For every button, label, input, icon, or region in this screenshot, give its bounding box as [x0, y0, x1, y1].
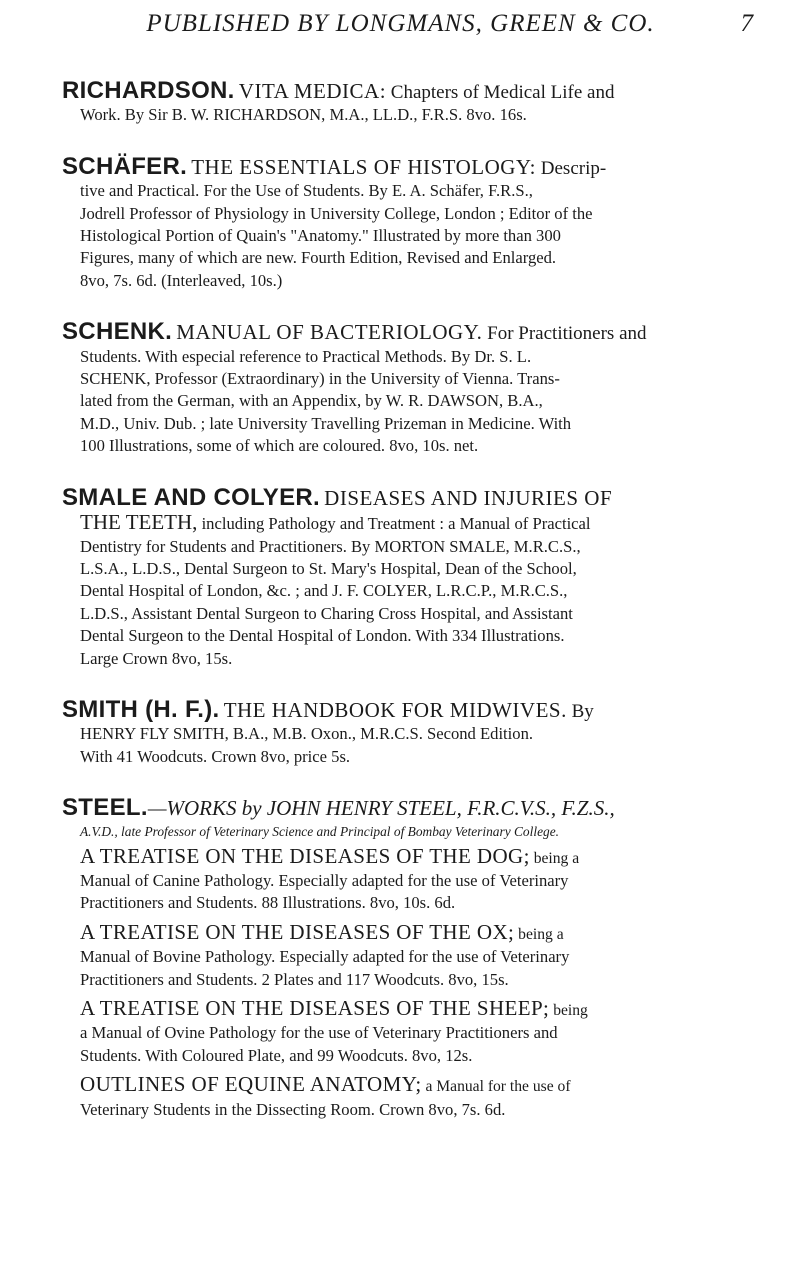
entry-line: 8vo, 7s. 6d. (Interleaved, 10s.): [80, 270, 283, 290]
entry-title: MANUAL OF BACTERIOLOGY.: [176, 320, 483, 345]
entry-author: SCHENK.: [62, 318, 173, 346]
entry-line: Figures, many of which are new. Fourth Edition, Revised and Enlarged.: [80, 248, 557, 268]
entry-author: STEEL.: [62, 794, 148, 822]
catalogue-entry: [62, 152, 738, 292]
work-title: A TREATISE ON THE DISEASES OF THE SHEEP;: [80, 996, 550, 1020]
steel-work: [62, 845, 738, 915]
work-line: Practitioners and Students. 2 Plates and 117 Woodcuts. 8vo, 15s.: [80, 969, 509, 989]
catalogue-entries: [62, 77, 738, 1121]
steel-work: [62, 997, 738, 1067]
work-line: Practitioners and Students. 88 Illustrations. 8vo, 10s. 6d.: [80, 893, 456, 913]
work-line: a Manual of Ovine Pathology for the use of Veterinary Practitioners and: [80, 1023, 558, 1043]
entry-line: Dentistry for Students and Practitioners. By MORTON SMALE, M.R.C.S.,: [80, 536, 581, 556]
work-title-rest: being a: [514, 925, 564, 943]
entry-line: HENRY FLY SMITH, B.A., M.B. Oxon., M.R.C.S. Second Edition.: [80, 724, 534, 744]
entry-title: THE HANDBOOK FOR MIDWIVES.: [223, 697, 567, 722]
work-title: OUTLINES OF EQUINE ANATOMY;: [80, 1072, 422, 1097]
entry-line: Students. With especial reference to Practical Methods. By Dr. S. L.: [80, 346, 532, 366]
entry-line: Large Crown 8vo, 15s.: [80, 648, 233, 668]
entry-line: SCHENK, Professor (Extraordinary) in the University of Vienna. Trans-: [80, 369, 560, 389]
work-line: Manual of Canine Pathology. Especially adapted for the use of Veterinary: [80, 870, 569, 890]
steel-work: [62, 921, 738, 991]
entry-author: SCHÄFER.: [62, 152, 188, 180]
entry-line: Dental Hospital of London, &c. ; and J. F. COLYER, L.R.C.P., M.R.C.S.,: [80, 581, 568, 601]
catalogue-entry: [62, 77, 738, 127]
steel-heading: —WORKS by JOHN HENRY STEEL, F.R.C.V.S., F.Z.S.,: [147, 796, 615, 821]
entry-line: Jodrell Professor of Physiology in University College, London ; Editor of the: [80, 203, 593, 223]
work-title: A TREATISE ON THE DISEASES OF THE OX;: [80, 919, 515, 944]
entry-line: M.D., Univ. Dub. ; late University Travelling Prizeman in Medicine. With: [80, 413, 572, 433]
entry-line: including Pathology and Treatment : a Manual of Practical: [197, 514, 591, 534]
catalogue-entry: [62, 695, 738, 768]
entry-title-continued: THE TEETH,: [80, 510, 198, 535]
entry-line: Dental Surgeon to the Dental Hospital of London. With 334 Illustrations.: [80, 626, 565, 646]
entry-line: Histological Portion of Quain's "Anatomy." Illustrated by more than 300: [80, 226, 561, 246]
work-line: Veterinary Students in the Dissecting Room. Crown 8vo, 7s. 6d.: [80, 1099, 506, 1119]
entry-line: With 41 Woodcuts. Crown 8vo, price 5s.: [80, 746, 351, 766]
running-head: [0, 10, 801, 52]
entry-line: 100 Illustrations, some of which are coloured. 8vo, 10s. net.: [80, 436, 479, 456]
work-title: A TREATISE ON THE DISEASES OF THE DOG;: [80, 843, 530, 868]
entry-author: SMITH (H. F.).: [62, 695, 220, 723]
catalogue-entry-steel: [62, 794, 738, 1121]
running-title: PUBLISHED BY LONGMANS, GREEN & CO.: [146, 10, 655, 37]
catalogue-entry: [62, 318, 738, 457]
entry-line: tive and Practical. For the Use of Students. By E. A. Schäfer, F.R.S.,: [80, 181, 533, 201]
work-title-rest: a Manual for the use of: [421, 1078, 571, 1096]
catalogue-entry: [62, 483, 738, 670]
work-line: Manual of Bovine Pathology. Especially adapted for the use of Veterinary: [80, 947, 570, 967]
entry-author: SMALE AND COLYER.: [62, 483, 321, 511]
steel-work: [62, 1073, 738, 1121]
entry-title-rest: By: [566, 700, 594, 722]
entry-title-rest: Descrip-: [536, 157, 607, 179]
entry-line: lated from the German, with an Appendix, by W. R. DAWSON, B.A.,: [80, 391, 543, 411]
entry-author: RICHARDSON.: [62, 77, 235, 104]
entry-line: Work. By Sir B. W. RICHARDSON, M.A., LL.D., F.R.S. 8vo. 16s.: [80, 105, 527, 125]
work-title-rest: being a: [529, 849, 580, 867]
entry-title: THE ESSENTIALS OF HISTOLOGY:: [191, 154, 537, 179]
entry-line: L.D.S., Assistant Dental Surgeon to Charing Cross Hospital, and Assistant: [80, 603, 573, 623]
work-title-rest: being: [549, 1002, 588, 1019]
entry-title: DISEASES AND INJURIES OF: [324, 485, 613, 510]
work-line: Students. With Coloured Plate, and 99 Woodcuts. 8vo, 12s.: [80, 1045, 473, 1065]
page-number: 7: [740, 10, 753, 37]
entry-line: L.S.A., L.D.S., Dental Surgeon to St. Mary's Hospital, Dean of the School,: [80, 558, 577, 578]
entry-title: VITA MEDICA:: [238, 79, 387, 103]
entry-title-rest: Chapters of Medical Life and: [386, 82, 615, 103]
entry-title-rest: For Practitioners and: [482, 323, 647, 345]
steel-credentials: A.V.D., late Professor of Veterinary Science and Principal of Bombay Veterinary College.: [80, 823, 559, 839]
